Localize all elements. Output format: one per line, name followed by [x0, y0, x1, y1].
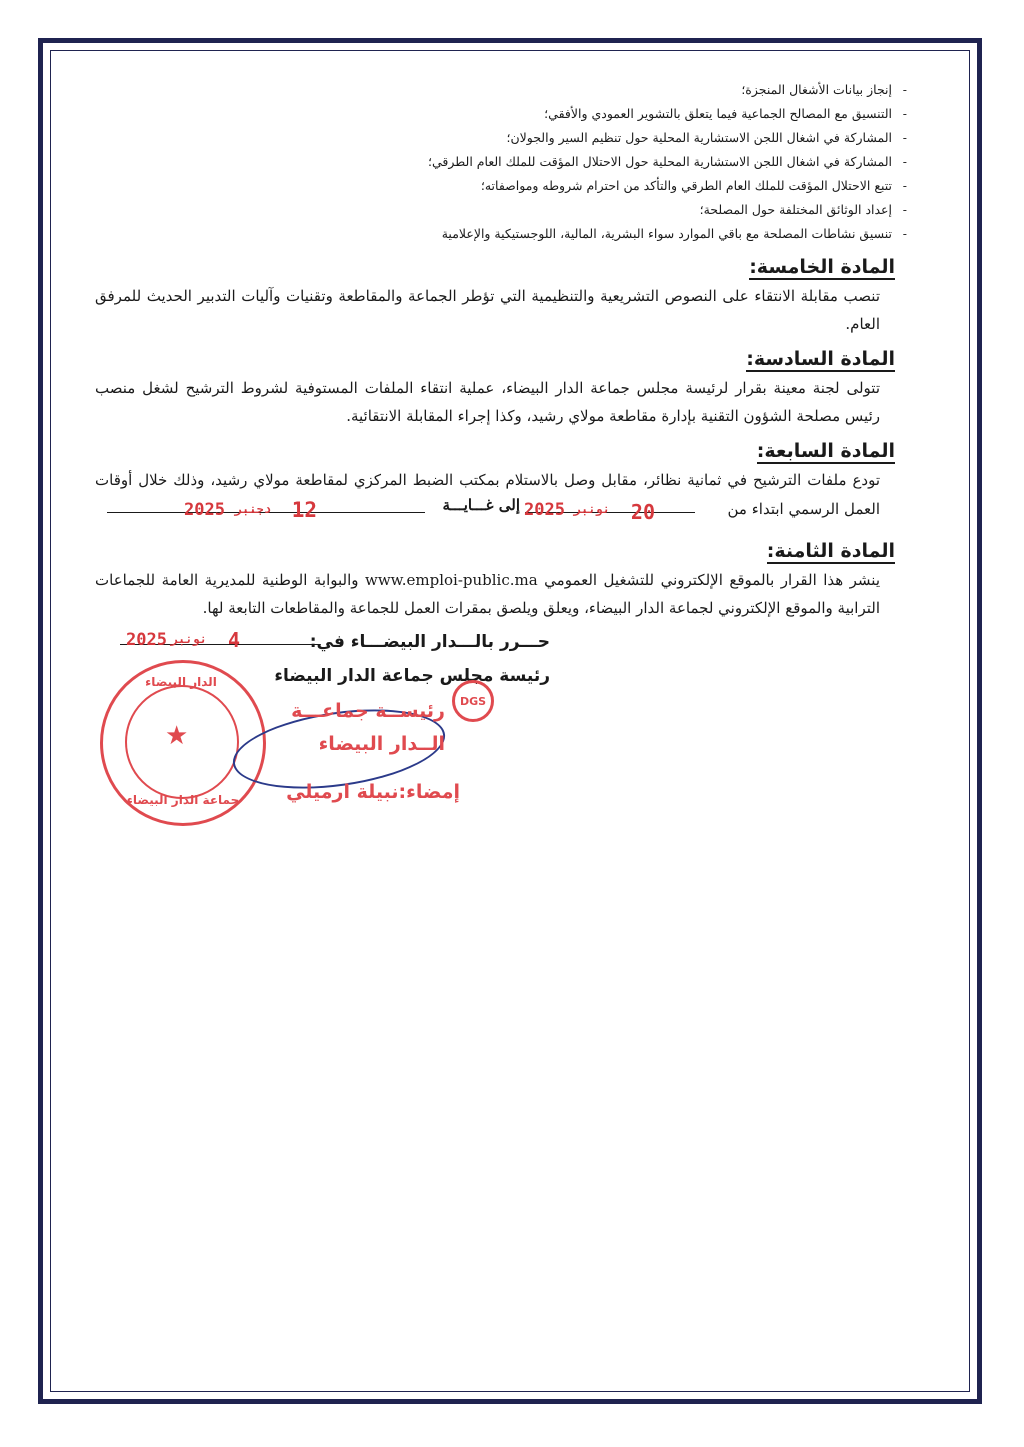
stamp-line-3: إمضاء:نبيلة ارميلي	[286, 781, 460, 803]
period-to-label: إلى غـــايـــة	[442, 496, 520, 514]
seal-top-text: الدار البيضاء	[145, 675, 217, 689]
task-item: - المشاركة في اشغال اللجن الاستشارية المحلية حول الاحتلال المؤقت للملك العام الطرقي؛	[95, 150, 895, 174]
stamp-line-1: رئيســة جماعـــة	[291, 700, 445, 722]
task-item: - التنسيق مع المصالح الجماعية فيما يتعلق بالتشوير العمودي والأفقي؛	[95, 102, 895, 126]
document-body	[95, 78, 895, 706]
start-month: نونبر	[573, 502, 610, 516]
article-8-title: المادة الثامنة:	[766, 540, 895, 562]
task-item: - إعداد الوثائق المختلفة حول المصلحة؛	[95, 198, 895, 222]
official-seal	[100, 660, 266, 826]
article-7-title: المادة السابعة:	[756, 440, 895, 462]
task-item: - المشاركة في اشغال اللجن الاستشارية المحلية حول تنظيم السير والجولان؛	[95, 126, 895, 150]
dgs-stamp: DGS	[452, 680, 494, 722]
signer-title: رئيسة مجلس جماعة الدار البيضاء	[274, 666, 550, 686]
star-icon: ★	[165, 721, 189, 751]
article-6-title: المادة السادسة:	[746, 348, 895, 370]
task-item: - تتبع الاحتلال المؤقت للملك العام الطرقي والتأكد من احترام شروطه ومواصفاته؛	[95, 174, 895, 198]
deposit-period	[95, 494, 895, 528]
start-year: 2025	[524, 500, 565, 520]
article-6-text: تتولى لجنة معينة بقرار لرئيسة مجلس جماعة الدار البيضاء، عملية انتقاء الملفات المستوفية لشروط الترشيح لشغل منصب رئيس مصلحة الشؤون التقنية بإدارة مقاطعة مولاي رشيد، وكذا إجراء المقابلة الانتقائية.	[95, 379, 880, 425]
seal-bottom-text: جماعة الدار البيضاء	[126, 793, 240, 807]
end-month: دجنبر	[234, 502, 271, 516]
closing-month: نونبر	[170, 632, 207, 646]
task-item: - تنسيق نشاطات المصلحة مع باقي الموارد سواء البشرية، المالية، اللوجستيكية والإعلامية	[95, 222, 895, 246]
article-5-text: تنصب مقابلة الانتقاء على النصوص التشريعية والتنظيمية التي تؤطر الجماعة والمقاطعة وتقنيات وآليات التدبير الحديث للمرفق العام.	[95, 287, 880, 333]
end-year: 2025	[184, 500, 225, 520]
task-list	[95, 78, 895, 246]
article-5-title: المادة الخامسة:	[749, 256, 895, 278]
closing-place: حـــرر بالـــدار البيضـــاء في:	[309, 632, 550, 652]
stamp-line-2: الــدار البيضاء	[318, 733, 445, 755]
closing-year: 2025	[126, 630, 167, 650]
closing-day: 4	[227, 628, 240, 652]
start-day: 20	[630, 500, 655, 524]
period-from-label: العمل الرسمي ابتداء من	[727, 500, 880, 518]
end-day: 12	[291, 498, 317, 522]
article-8-text: ينشر هذا القرار بالموقع الإلكتروني للتشغيل العمومي www.emploi-public.ma والبوابة الوطنية للمديرية العامة للجماعات الترابية والموقع الإلكتروني لجماعة الدار البيضاء، ويعلق ويلصق بمقرات العمل للجماعة والمقاطعات التابعة لها.	[95, 571, 880, 617]
article-7-text: تودع ملفات الترشيح في ثمانية نظائر، مقابل وصل بالاستلام بمكتب الضبط المركزي لمقاطعة مولاي رشيد، وذلك خلال أوقات	[95, 471, 880, 489]
task-item: - إنجاز بيانات الأشغال المنجزة؛	[95, 78, 895, 102]
